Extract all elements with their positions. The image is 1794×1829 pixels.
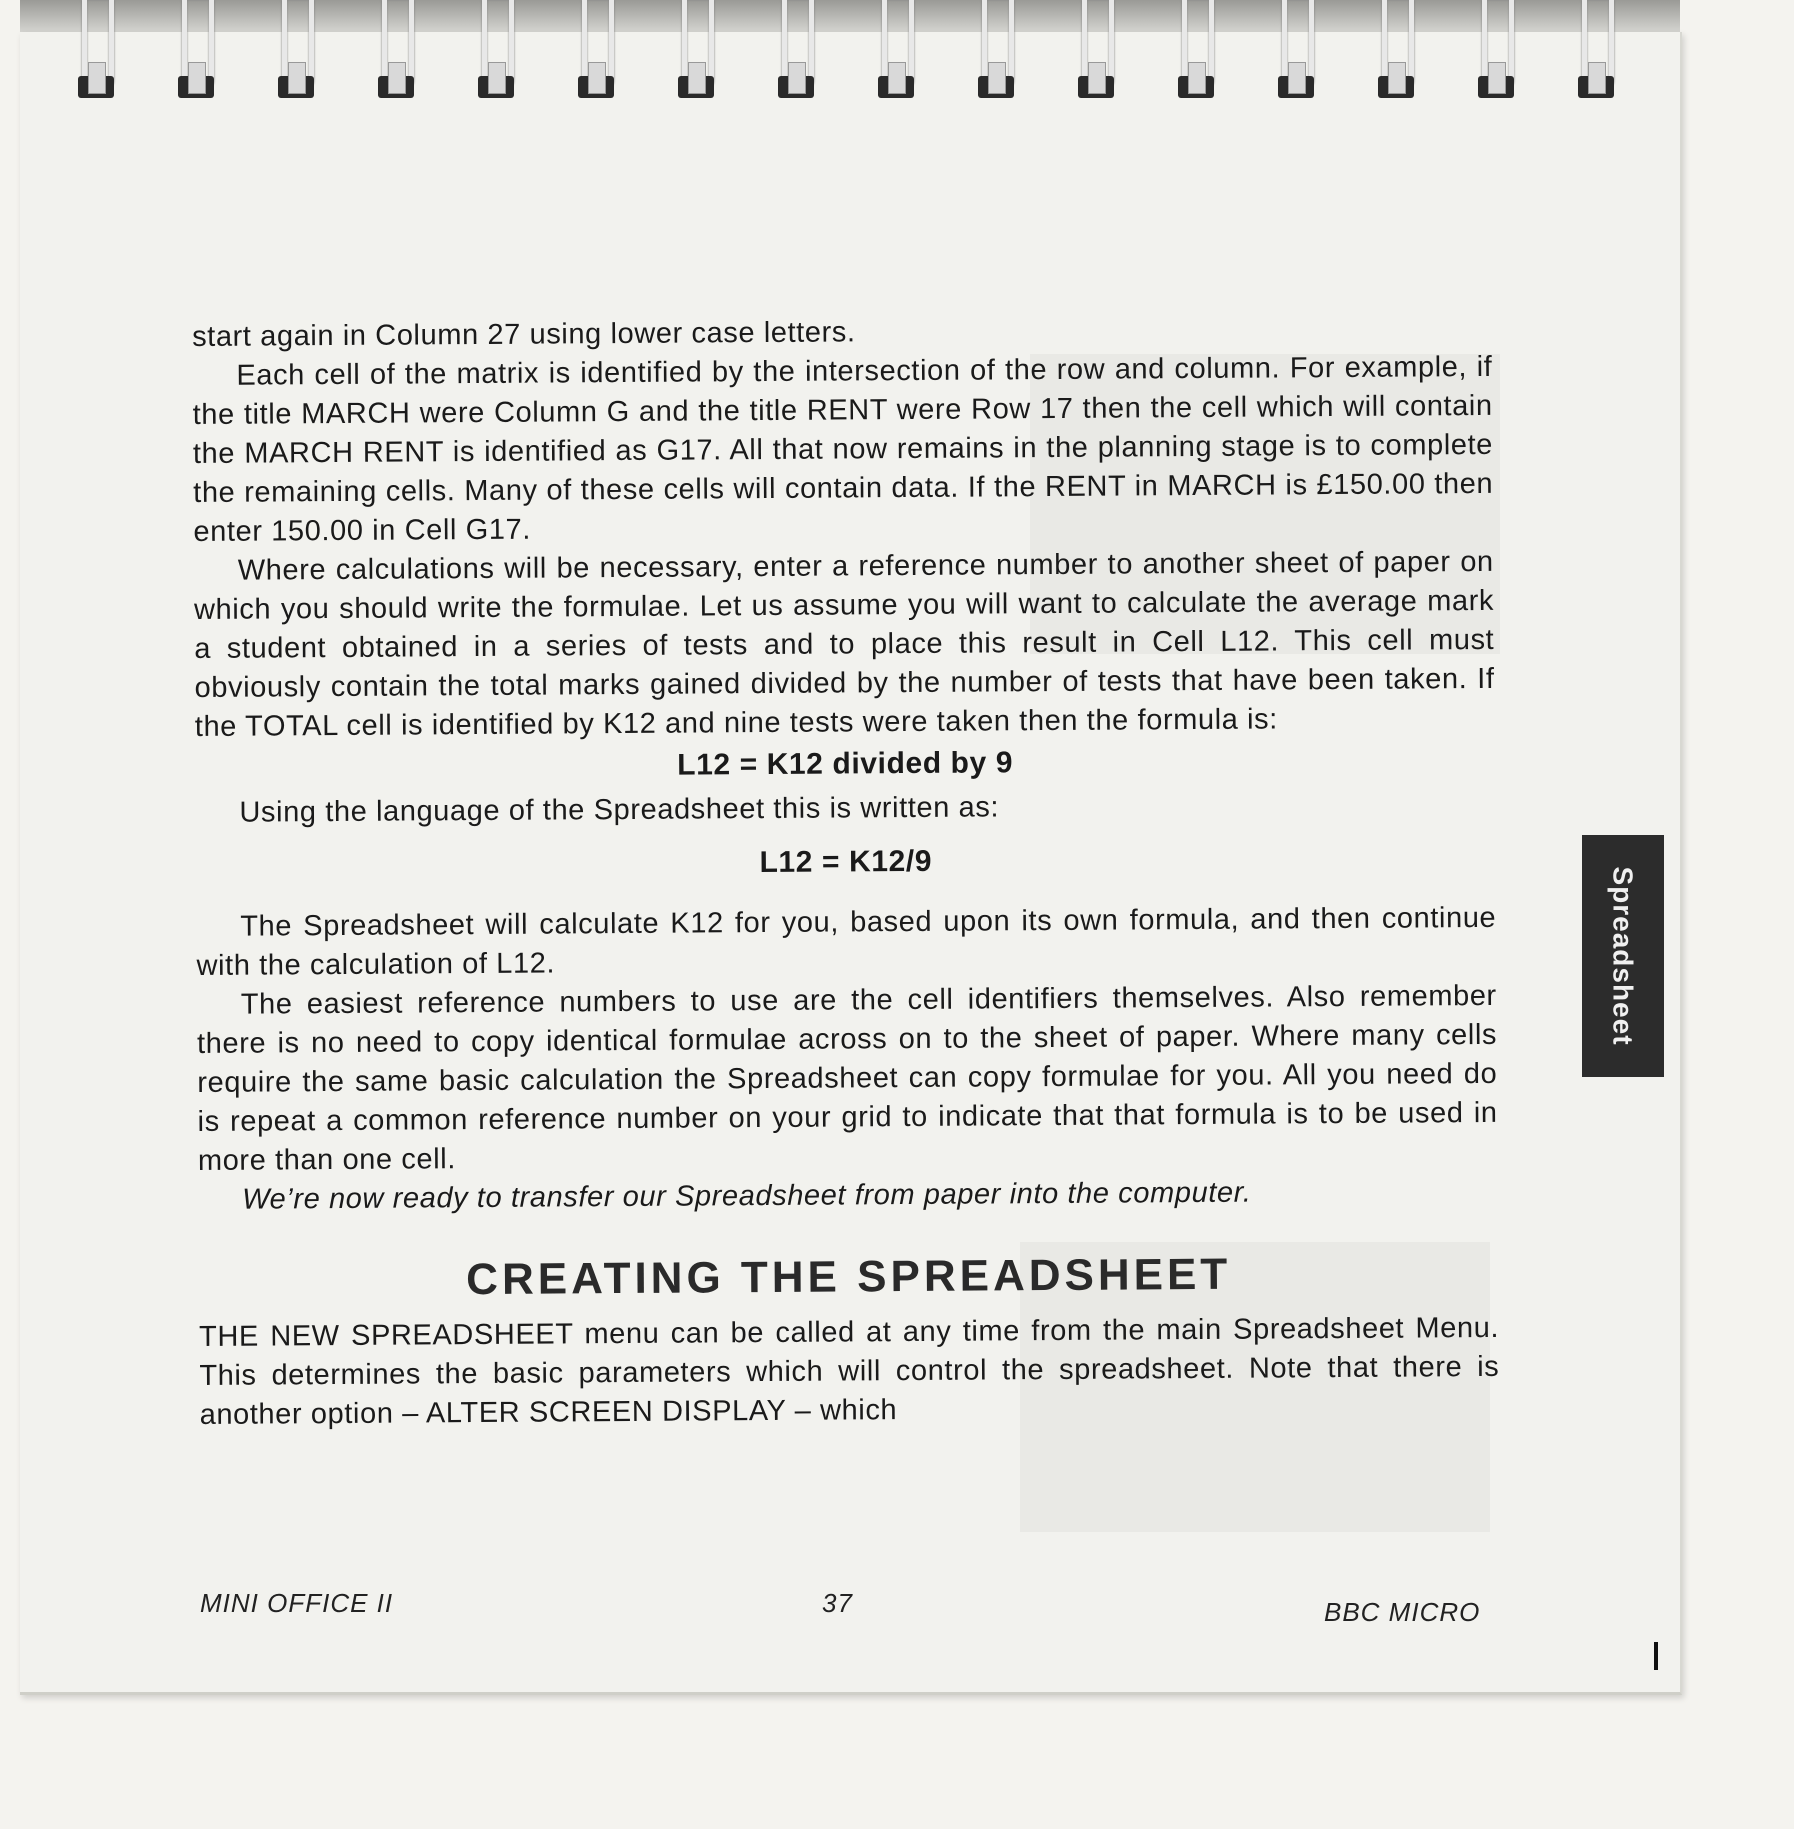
binding-ring bbox=[678, 0, 714, 104]
paragraph: THE NEW SPREADSHEET menu can be called at any time from the main Spreadsheet Menu. This determines the basic parameters which will control the spreadsheet. Note that there is another option – ALTER SCREEN DISPLAY – which bbox=[199, 1311, 1500, 1431]
binding-ring bbox=[278, 0, 314, 104]
paragraph: The Spreadsheet will calculate K12 for you, based upon its own formula, and then continue with the calculation of L12. bbox=[196, 901, 1497, 982]
spiral-binding bbox=[0, 0, 1794, 110]
paragraph: Where calculations will be necessary, enter a reference number to another sheet of paper on which you should write the formulae. Let us assume you will want to calculate the average mark a student obtained in a series of tests and to place this result in Cell L12. This cell must obviously contain the total marks gained divided by the number of tests that have been taken. If the TOTAL cell is identified by K12 and nine tests were taken then the formula is: bbox=[193, 545, 1495, 743]
binding-ring bbox=[578, 0, 614, 104]
formula-plain: L12 = K12 divided by 9 bbox=[677, 746, 1014, 782]
formula-spreadsheet: L12 = K12/9 bbox=[759, 844, 933, 880]
binding-ring bbox=[1578, 0, 1614, 104]
binding-ring bbox=[1278, 0, 1314, 104]
binding-ring bbox=[178, 0, 214, 104]
section-heading: CREATING THE SPREADSHEET bbox=[466, 1249, 1232, 1305]
binding-ring bbox=[878, 0, 914, 104]
paragraph: start again in Column 27 using lower case letters. bbox=[192, 316, 856, 353]
page-number: 37 bbox=[822, 1588, 853, 1618]
side-mark bbox=[1654, 1642, 1658, 1670]
section-tab-label: Spreadsheet bbox=[1608, 866, 1640, 1046]
binding-ring bbox=[1078, 0, 1114, 104]
section-tab[interactable] bbox=[1582, 835, 1664, 1077]
binding-ring bbox=[978, 0, 1014, 104]
binding-ring bbox=[1178, 0, 1214, 104]
paragraph: Each cell of the matrix is identified by the intersection of the row and column. For example, if the title MARCH were Column G and the title RENT were Row 17 then the cell which will contain the MARCH RENT is identified as G17. All that now remains in the planning stage is to complete the remaining cells. Many of these cells will contain data. If the RENT in MARCH is £150.00 then enter 150.00 in Cell G17. bbox=[192, 350, 1494, 548]
paragraph-italic: We’re now ready to transfer our Spreadsheet from paper into the computer. bbox=[242, 1176, 1252, 1216]
paragraph: Using the language of the Spreadsheet this is written as: bbox=[239, 791, 1000, 829]
footer-platform: BBC MICRO bbox=[1324, 1597, 1481, 1627]
binding-ring bbox=[478, 0, 514, 104]
binding-ring bbox=[1378, 0, 1414, 104]
footer-title: MINI OFFICE II bbox=[200, 1588, 394, 1618]
binding-ring bbox=[1478, 0, 1514, 104]
binding-ring bbox=[778, 0, 814, 104]
binding-ring bbox=[78, 0, 114, 104]
binding-ring bbox=[378, 0, 414, 104]
paragraph: The easiest reference numbers to use are the cell identifiers themselves. Also remember there is no need to copy identical formulae across on to the sheet of paper. Where many cells require the same basic calculation the Spreadsheet can copy formulae for you. All you need do is repeat a common reference number on your grid to indicate that that formula is to be used in more than one cell. bbox=[196, 979, 1498, 1177]
page-body bbox=[192, 309, 1500, 1435]
